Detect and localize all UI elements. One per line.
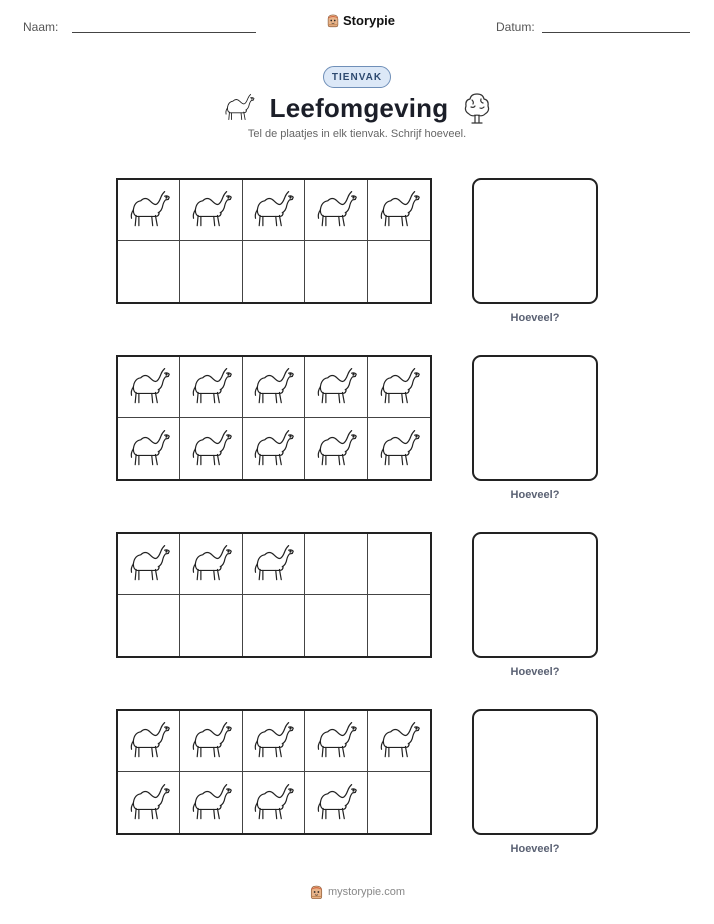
frame-cell [368,772,430,833]
camel-icon [126,721,172,761]
pie-mascot-icon [309,884,324,900]
camel-icon [250,190,296,230]
camel-icon [313,190,359,230]
frame-cell [305,180,367,241]
camel-icon [188,429,234,469]
frame-cell [368,711,430,772]
answer-box-1[interactable] [472,178,598,304]
camel-icon [376,721,422,761]
frame-cell [243,418,305,479]
answer-label-4: Hoeveel? [510,843,560,855]
frame-cell [305,772,367,833]
name-line[interactable] [72,32,256,33]
frame-cell [305,534,367,595]
frame-cell [305,241,367,302]
frame-cell [180,534,242,595]
tree-icon [462,91,492,125]
date-line[interactable] [542,32,690,33]
frame-cell [118,772,180,833]
camel-icon [313,429,359,469]
answer-box-3[interactable] [472,532,598,658]
frame-cell [305,711,367,772]
camel-icon [126,783,172,823]
camel-icon [376,429,422,469]
answer-label-1: Hoeveel? [510,312,560,324]
frame-cell [118,711,180,772]
camel-icon [188,721,234,761]
brand-logo [326,13,395,28]
camel-icon [250,544,296,584]
frame-cell [180,711,242,772]
frame-cell [118,595,180,656]
frame-cell [118,180,180,241]
frame-cell [118,241,180,302]
frame-cell [180,772,242,833]
frame-cell [305,418,367,479]
camel-icon [188,783,234,823]
answer-box-4[interactable] [472,709,598,835]
frame-cell [368,534,430,595]
answer-box-2[interactable] [472,355,598,481]
camel-icon [376,190,422,230]
frame-cell [243,241,305,302]
camel-icon [188,367,234,407]
frame-cell [243,595,305,656]
frame-cell [180,241,242,302]
worksheet-badge: TIENVAK [323,66,391,88]
ten-frame-3 [116,532,432,658]
ten-frame-1 [116,178,432,304]
answer-label-2: Hoeveel? [510,489,560,501]
camel-icon [126,544,172,584]
frame-cell [243,772,305,833]
page-title: Leefomgeving [269,92,449,123]
frame-cell [368,241,430,302]
name-label: Naam: [23,20,59,34]
frame-cell [243,357,305,418]
camel-icon [188,544,234,584]
frame-cell [305,357,367,418]
frame-cell [243,534,305,595]
footer [0,884,714,900]
frame-cell [305,595,367,656]
camel-icon [376,367,422,407]
camel-icon [250,367,296,407]
ten-frame-2 [116,355,432,481]
title-row [222,90,492,126]
brand-name: Storypie [343,13,396,28]
frame-cell [368,418,430,479]
camel-icon [126,429,172,469]
ten-frame-4 [116,709,432,835]
frame-cell [368,357,430,418]
answer-label-3: Hoeveel? [510,666,560,678]
frame-cell [368,595,430,656]
camel-icon [250,429,296,469]
camel-icon [313,367,359,407]
frame-cell [180,595,242,656]
date-label: Datum: [496,20,535,34]
camel-icon [126,190,172,230]
frame-cell [243,711,305,772]
frame-cell [180,180,242,241]
camel-icon [188,190,234,230]
frame-cell [368,180,430,241]
camel-icon [313,721,359,761]
frame-cell [180,357,242,418]
camel-icon [126,367,172,407]
frame-cell [180,418,242,479]
camel-icon [250,721,296,761]
frame-cell [243,180,305,241]
frame-cell [118,534,180,595]
frame-cell [118,357,180,418]
instructions: Tel de plaatjes in elk tienvak. Schrijf hoeveel. [247,128,467,140]
camel-icon [222,93,256,123]
frame-cell [118,418,180,479]
pie-mascot-icon [326,13,340,28]
camel-icon [250,783,296,823]
camel-icon [313,783,359,823]
footer-site: mystorypie.com [327,886,406,898]
